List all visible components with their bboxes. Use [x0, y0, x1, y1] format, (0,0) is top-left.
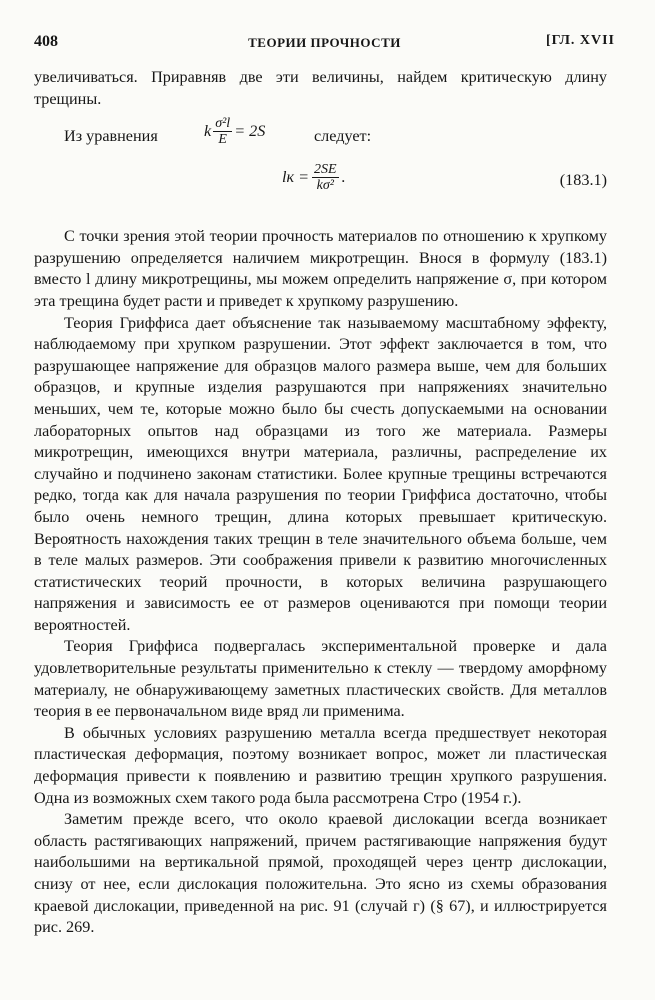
paragraph-1: С точки зрения этой теории прочность материалов по отношению к хрупкому разрушению определяется наличием микротрещин. Внося в формулу (183.1) вместо l длину микротрещины, мы можем определить напряжение σ, при котором эта трещина будет расти и приведет к хрупкому разрушению.: [34, 227, 607, 310]
equation-lead: Из уравнения: [64, 127, 158, 146]
display-fraction-num: 2SE: [314, 162, 337, 178]
display-equation: [34, 156, 607, 208]
inline-fraction-num: σ²l: [215, 116, 231, 132]
equation-follows: следует:: [314, 127, 372, 146]
inline-equation: [204, 116, 265, 147]
inline-fraction: [213, 116, 232, 147]
paragraph-3: Теория Гриффиса подвергалась экспериментальной проверке и дала удовлетворительные результаты применительно к стеклу — твердому аморфному материалу, не обнаруживающему заметных пластических свойств. Для металлов теория в ее первоначальном виде вряд ли применима.: [34, 637, 607, 721]
eq-k: k: [204, 121, 212, 140]
display-fraction-den: kσ²: [316, 178, 334, 194]
paragraph-5: Заметим прежде всего, что около краевой дислокации всегда возникает область растягивающих напряжений, причем растягивающие напряжения будут наибольшими на вертикальной прямой, проходящей через центр дислокации, снизу от нее, если дислокация положительна. Это ясно из схемы образования краевой дислокации, приведенной на рис. 91 (случай г) (§ 67), и иллюстрируется рис. 269.: [34, 810, 607, 937]
display-eq-end: .: [341, 167, 346, 186]
equation-line: [34, 114, 607, 156]
chapter-label: [ГЛ. XVII: [545, 33, 615, 48]
inline-fraction-den: E: [218, 132, 227, 148]
equation-number: (183.1): [559, 171, 607, 190]
eq-rhs: = 2S: [234, 121, 266, 140]
display-equation-body: [282, 162, 346, 193]
paragraph-4: В обычных условиях разрушению металла всегда предшествует некоторая пластическая деформация, поэтому возникает вопрос, может ли пластическая деформация привести к появлению и развитию трещин хрупкого разрушения. Одна из возможных схем такого рода была рассмотрена Стро (1954 г.).: [34, 723, 607, 807]
display-eq-lhs: lк =: [282, 167, 310, 186]
page-number: 408: [34, 33, 58, 50]
display-fraction: [312, 162, 339, 193]
continuation-text: увеличиваться. Приравняв две эти величины, найдем критическую длину трещины.: [34, 68, 607, 108]
paragraph-2: Теория Гриффиса дает объяснение так называемому масштабному эффекту, наблюдаемому при хрупком разрушении. Этот эффект заключается в том, что разрушающее напряжение для образцов малого размера выше, чем для больших образцов, и крупные изделия разрушаются при напряжениях значительно меньших, чем те, которые можно было бы счесть допускаемыми на основании лабораторных опытов над образцами из того же материала. Размеры микротрещин, имеющихся внутри материала, различны, распределение их случайно и подчинено законам статистики. Более крупные трещины встречаются редко, тогда как для начала разрушения по теории Гриффиса достаточно, чтобы было очень немного трещин, длина которых превышает критическую. Вероятность нахождения таких трещин в теле значительного объема больше, чем в теле малых размеров. Эти соображения привели к развитию многочисленных статистических теорий прочности, в которых величина разрушающего напряжения и зависимость ее от размеров оцениваются при помощи теории вероятностей.: [34, 313, 607, 634]
page-body: [34, 67, 607, 939]
running-header: [34, 33, 615, 55]
running-title: ТЕОРИИ ПРОЧНОСТИ: [248, 35, 401, 50]
